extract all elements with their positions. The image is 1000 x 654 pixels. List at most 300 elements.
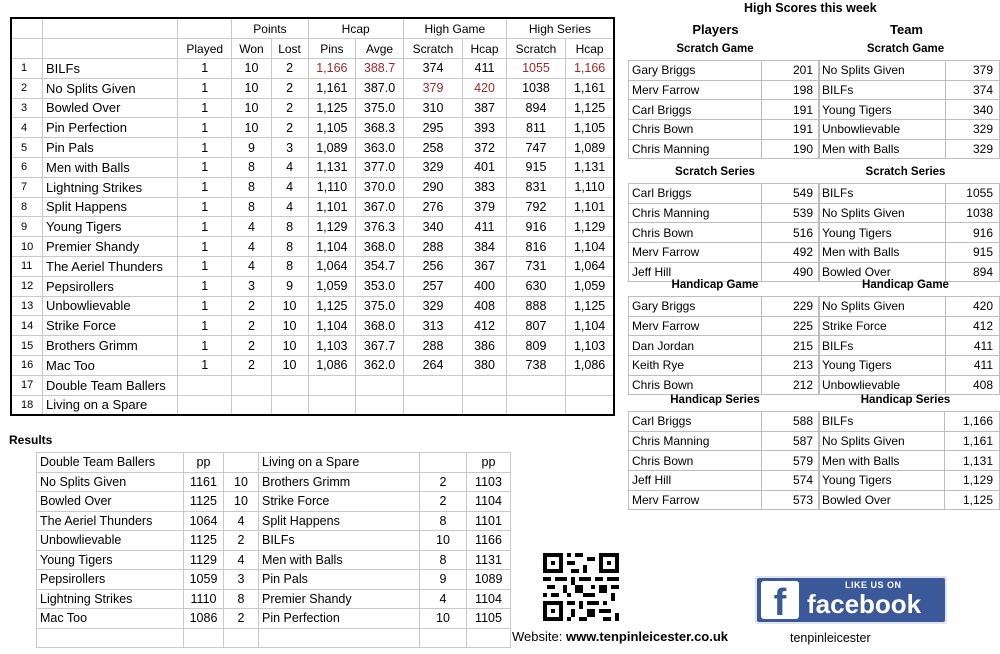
players-heading: Players: [692, 22, 739, 37]
league-hgh-cell: 367: [463, 256, 507, 276]
league-avge-cell: [356, 395, 404, 415]
results-row: [37, 511, 511, 531]
league-won-cell: 10: [232, 118, 271, 138]
results-p2-cell: [420, 628, 467, 648]
league-hgh-cell: [463, 375, 507, 395]
high-score-value: 916: [945, 223, 999, 243]
league-hsh-cell: 1,125: [566, 98, 614, 118]
league-avge-cell: 388.7: [356, 59, 404, 79]
league-pins-cell: [308, 395, 356, 415]
league-hgh-cell: 411: [463, 217, 507, 237]
header-high-series: High Series: [506, 18, 614, 39]
league-row: [11, 197, 614, 217]
results-p1-cell: 4: [224, 550, 259, 570]
league-avge-cell: 353.0: [356, 276, 404, 296]
team-scratch-series-heading: Scratch Series: [865, 166, 946, 178]
high-score-row: [819, 336, 1000, 356]
high-score-name: Jeff Hill: [629, 262, 762, 282]
league-hgs-cell: 264: [403, 355, 462, 375]
results-p1-cell: 4: [224, 511, 259, 531]
players-scratch-game-heading: Scratch Game: [676, 43, 754, 55]
results-s1-cell: 1125: [184, 492, 224, 512]
results-p1-cell: 8: [224, 589, 259, 609]
high-score-name: Gary Briggs: [629, 297, 762, 317]
league-hsh-cell: 1,104: [566, 316, 614, 336]
results-p2-cell: 2: [420, 472, 467, 492]
league-hgs-cell: 310: [403, 98, 462, 118]
high-score-name: Merv Farrow: [629, 316, 762, 336]
league-lost-cell: 10: [271, 316, 308, 336]
league-row: [11, 78, 614, 98]
header-avge: Avge: [356, 39, 404, 59]
league-row: [11, 375, 614, 395]
league-hgh-cell: 387: [463, 98, 507, 118]
results-t1-cell: [37, 628, 184, 648]
high-score-row: [819, 431, 1000, 451]
league-pins-cell: 1,166: [308, 59, 356, 79]
league-lost-cell: 4: [271, 157, 308, 177]
high-score-row: [629, 431, 820, 451]
results-s1-cell: 1110: [184, 589, 224, 609]
high-score-row: [819, 223, 1000, 243]
league-played-cell: 1: [178, 355, 232, 375]
high-score-value: 379: [946, 61, 1000, 81]
position-cell: 1: [11, 59, 43, 79]
high-score-row: [819, 471, 1000, 491]
league-hgs-cell: 340: [403, 217, 462, 237]
high-score-row: [819, 490, 1000, 510]
results-row: [37, 570, 511, 590]
position-cell: 15: [11, 336, 43, 356]
high-score-name: Unbowlievable: [819, 120, 946, 140]
league-hsh-cell: [566, 395, 614, 415]
league-hss-cell: 831: [506, 177, 565, 197]
team-name-cell: Men with Balls: [43, 157, 178, 177]
high-score-value: 588: [762, 412, 820, 432]
high-score-name: Carl Briggs: [629, 184, 762, 204]
league-hss-cell: 807: [506, 316, 565, 336]
league-avge-cell: 367.0: [356, 197, 404, 217]
high-score-value: 492: [762, 243, 820, 263]
high-score-name: BILFs: [819, 80, 946, 100]
league-lost-cell: 2: [271, 78, 308, 98]
results-right-pp-header: pp: [467, 453, 511, 473]
results-left-pp-header: pp: [184, 453, 224, 473]
league-hgs-cell: 288: [403, 336, 462, 356]
high-score-row: [819, 120, 1000, 140]
results-table: [36, 452, 511, 648]
team-name-cell: Pin Pals: [43, 138, 178, 158]
league-avge-cell: 368.0: [356, 237, 404, 257]
league-played-cell: 1: [178, 217, 232, 237]
team-name-cell: Bowled Over: [43, 98, 178, 118]
high-score-name: Gary Briggs: [629, 61, 762, 81]
league-won-cell: 4: [232, 217, 271, 237]
results-t2-cell: Pin Pals: [259, 570, 420, 590]
results-s2-cell: 1104: [467, 492, 511, 512]
website-label: Website:: [512, 629, 566, 644]
results-s1-cell: 1059: [184, 570, 224, 590]
league-hgh-cell: 420: [463, 78, 507, 98]
results-p2-cell: 8: [420, 511, 467, 531]
league-row: [11, 98, 614, 118]
high-score-row: [629, 223, 820, 243]
high-score-value: 340: [946, 100, 1000, 120]
high-score-row: [819, 412, 1000, 432]
results-p1-cell: 2: [224, 609, 259, 629]
results-p1-cell: 3: [224, 570, 259, 590]
results-row: [37, 472, 511, 492]
high-score-row: [819, 203, 1000, 223]
team-name-cell: Pepsirollers: [43, 276, 178, 296]
results-row: [37, 550, 511, 570]
high-score-value: 539: [762, 203, 820, 223]
high-score-value: 198: [762, 80, 820, 100]
header-won: Won: [232, 39, 271, 59]
team-scratch-game-table: [818, 60, 1000, 159]
header-blank: [43, 18, 178, 39]
league-lost-cell: 4: [271, 177, 308, 197]
high-score-row: [629, 139, 820, 159]
league-played-cell: 1: [178, 177, 232, 197]
website-link[interactable]: www.tenpinleicester.co.uk: [565, 629, 729, 644]
league-played-cell: 1: [178, 157, 232, 177]
high-score-row: [629, 375, 820, 395]
results-t1-cell: Bowled Over: [37, 492, 184, 512]
high-score-value: 1,131: [945, 451, 1000, 471]
league-hsh-cell: 1,131: [566, 157, 614, 177]
league-row: [11, 296, 614, 316]
results-s2-cell: 1089: [467, 570, 511, 590]
high-score-value: 894: [945, 262, 999, 282]
players-handicap-series-table: [628, 411, 820, 510]
results-t2-cell: Premier Shandy: [259, 589, 420, 609]
players-scratch-game-table: [628, 60, 820, 159]
league-pins-cell: [308, 375, 356, 395]
league-avge-cell: 377.0: [356, 157, 404, 177]
team-name-cell: Young Tigers: [43, 217, 178, 237]
team-name-cell: Premier Shandy: [43, 237, 178, 257]
high-score-name: No Splits Given: [819, 61, 946, 81]
high-score-name: Bowled Over: [819, 490, 945, 510]
league-hsh-cell: 1,125: [566, 296, 614, 316]
header-hg-scratch: Scratch: [403, 39, 462, 59]
high-score-row: [629, 61, 820, 81]
team-scratch-series-table: [818, 183, 1000, 282]
league-hgh-cell: 380: [463, 355, 507, 375]
league-lost-cell: 2: [271, 59, 308, 79]
league-pins-cell: 1,086: [308, 355, 356, 375]
high-score-name: Merv Farrow: [629, 490, 762, 510]
league-avge-cell: 370.0: [356, 177, 404, 197]
high-score-row: [819, 375, 1000, 395]
league-hss-cell: 738: [506, 355, 565, 375]
league-played-cell: 1: [178, 98, 232, 118]
high-score-value: 408: [946, 375, 1000, 395]
league-hgh-cell: 379: [463, 197, 507, 217]
league-played-cell: 1: [178, 237, 232, 257]
high-score-name: Merv Farrow: [629, 243, 762, 263]
high-score-name: Chris Bown: [629, 375, 762, 395]
league-lost-cell: 3: [271, 138, 308, 158]
league-hgs-cell: 256: [403, 256, 462, 276]
league-pins-cell: 1,129: [308, 217, 356, 237]
team-name-cell: Strike Force: [43, 316, 178, 336]
league-row: [11, 276, 614, 296]
league-hss-cell: 731: [506, 256, 565, 276]
high-score-name: Young Tigers: [819, 223, 946, 243]
position-cell: 13: [11, 296, 43, 316]
high-score-value: 915: [945, 243, 999, 263]
league-pins-cell: 1,064: [308, 256, 356, 276]
league-played-cell: 1: [178, 336, 232, 356]
high-score-row: [819, 61, 1000, 81]
team-name-cell: Unbowlievable: [43, 296, 178, 316]
league-pins-cell: 1,103: [308, 336, 356, 356]
league-lost-cell: 10: [271, 296, 308, 316]
high-score-row: [819, 451, 1000, 471]
league-hgs-cell: 313: [403, 316, 462, 336]
team-handicap-game-table: [818, 296, 1000, 395]
website-line: [512, 629, 728, 644]
header-points: Points: [232, 18, 308, 39]
results-t2-cell: Split Happens: [259, 511, 420, 531]
league-row: [11, 157, 614, 177]
league-played-cell: 1: [178, 59, 232, 79]
league-won-cell: 8: [232, 197, 271, 217]
high-score-name: Carl Briggs: [629, 412, 762, 432]
results-t2-cell: BILFs: [259, 531, 420, 551]
high-score-name: No Splits Given: [819, 203, 946, 223]
results-t1-cell: Pepsirollers: [37, 570, 184, 590]
team-name-cell: Split Happens: [43, 197, 178, 217]
league-won-cell: 2: [232, 355, 271, 375]
results-row: [37, 531, 511, 551]
league-row: [11, 59, 614, 79]
team-handicap-game-heading: Handicap Game: [862, 279, 949, 291]
high-score-value: 190: [762, 139, 820, 159]
league-avge-cell: 362.0: [356, 355, 404, 375]
high-score-value: 420: [946, 297, 1000, 317]
facebook-handle: tenpinleicester: [790, 631, 871, 645]
league-lost-cell: 8: [271, 237, 308, 257]
high-score-value: 516: [762, 223, 820, 243]
league-won-cell: 4: [232, 237, 271, 257]
league-pins-cell: 1,131: [308, 157, 356, 177]
high-score-value: 1,161: [945, 431, 1000, 451]
league-hsh-cell: 1,086: [566, 355, 614, 375]
high-score-value: 229: [762, 297, 820, 317]
league-hgs-cell: 329: [403, 157, 462, 177]
high-score-value: 411: [946, 336, 1000, 356]
results-p1-cell: 10: [224, 472, 259, 492]
league-lost-cell: [271, 395, 308, 415]
high-score-row: [819, 100, 1000, 120]
results-t1-cell: The Aeriel Thunders: [37, 511, 184, 531]
high-score-value: 201: [762, 61, 820, 81]
results-p2-cell: 9: [420, 570, 467, 590]
high-score-value: 573: [762, 490, 820, 510]
league-lost-cell: 10: [271, 336, 308, 356]
league-won-cell: 10: [232, 98, 271, 118]
high-score-row: [629, 451, 820, 471]
position-cell: 14: [11, 316, 43, 336]
team-handicap-series-table: [818, 411, 1000, 510]
high-score-value: 191: [762, 120, 820, 140]
high-score-row: [819, 356, 1000, 376]
position-cell: 6: [11, 157, 43, 177]
league-won-cell: [232, 395, 271, 415]
league-hss-cell: 747: [506, 138, 565, 158]
league-row: [11, 177, 614, 197]
league-avge-cell: 363.0: [356, 138, 404, 158]
results-left-team-header: Double Team Ballers: [37, 453, 184, 473]
league-hsh-cell: 1,059: [566, 276, 614, 296]
results-s1-cell: 1129: [184, 550, 224, 570]
league-lost-cell: 9: [271, 276, 308, 296]
high-score-value: 579: [762, 451, 820, 471]
league-hgh-cell: 383: [463, 177, 507, 197]
league-won-cell: 10: [232, 78, 271, 98]
league-hgs-cell: 257: [403, 276, 462, 296]
results-row: [37, 589, 511, 609]
results-t1-cell: Mac Too: [37, 609, 184, 629]
players-scratch-series-heading: Scratch Series: [675, 166, 755, 178]
header-hs-hcap: Hcap: [566, 39, 614, 59]
league-hss-cell: 809: [506, 336, 565, 356]
league-header-row-2: [11, 39, 614, 59]
high-score-name: Young Tigers: [819, 356, 946, 376]
league-played-cell: 1: [178, 296, 232, 316]
header-played: Played: [178, 39, 232, 59]
results-title: Results: [9, 433, 53, 447]
results-p2-cell: 10: [420, 531, 467, 551]
high-score-name: Merv Farrow: [629, 80, 762, 100]
header-blank: [11, 18, 43, 39]
high-score-value: 1,125: [945, 490, 1000, 510]
high-score-name: Dan Jordan: [629, 336, 762, 356]
results-p2-cell: 2: [420, 492, 467, 512]
league-won-cell: 2: [232, 296, 271, 316]
high-score-value: 412: [946, 316, 1000, 336]
league-hgs-cell: 276: [403, 197, 462, 217]
qr-code-icon: [543, 553, 619, 621]
high-score-value: 215: [762, 336, 820, 356]
league-hsh-cell: 1,161: [566, 78, 614, 98]
players-scratch-series-table: [628, 183, 820, 282]
league-hgh-cell: [463, 395, 507, 415]
league-hgs-cell: [403, 395, 462, 415]
team-name-cell: BILFs: [43, 59, 178, 79]
high-score-row: [629, 412, 820, 432]
high-score-row: [629, 297, 820, 317]
results-t2-cell: Men with Balls: [259, 550, 420, 570]
high-score-name: Strike Force: [819, 316, 946, 336]
league-lost-cell: [271, 375, 308, 395]
league-hgs-cell: 329: [403, 296, 462, 316]
league-hss-cell: 1038: [506, 78, 565, 98]
league-hss-cell: 811: [506, 118, 565, 138]
high-score-name: Men with Balls: [819, 243, 946, 263]
high-score-row: [629, 356, 820, 376]
high-score-row: [819, 80, 1000, 100]
high-score-value: 225: [762, 316, 820, 336]
league-hsh-cell: 1,089: [566, 138, 614, 158]
league-hsh-cell: [566, 375, 614, 395]
results-p1-cell: 2: [224, 531, 259, 551]
league-hgs-cell: 295: [403, 118, 462, 138]
league-hgs-cell: 258: [403, 138, 462, 158]
league-row: [11, 138, 614, 158]
position-cell: 12: [11, 276, 43, 296]
position-cell: 9: [11, 217, 43, 237]
players-handicap-game-heading: Handicap Game: [671, 279, 759, 291]
results-t1-cell: Lightning Strikes: [37, 589, 184, 609]
position-cell: 8: [11, 197, 43, 217]
position-cell: 17: [11, 375, 43, 395]
high-score-name: Carl Briggs: [629, 100, 762, 120]
league-hss-cell: [506, 375, 565, 395]
team-heading: Team: [890, 22, 923, 37]
high-score-name: Men with Balls: [819, 139, 946, 159]
results-row: [37, 628, 511, 648]
league-played-cell: [178, 375, 232, 395]
facebook-like-text: LIKE US ON: [845, 580, 902, 590]
league-hsh-cell: 1,101: [566, 197, 614, 217]
high-score-name: Men with Balls: [819, 451, 945, 471]
league-hgh-cell: 401: [463, 157, 507, 177]
league-hgh-cell: 408: [463, 296, 507, 316]
league-won-cell: 2: [232, 316, 271, 336]
league-hsh-cell: 1,166: [566, 59, 614, 79]
results-p2-cell: 10: [420, 609, 467, 629]
high-score-value: 1,166: [945, 412, 1000, 432]
league-avge-cell: 368.0: [356, 316, 404, 336]
team-name-cell: Mac Too: [43, 355, 178, 375]
facebook-wordmark: facebook: [807, 589, 922, 619]
league-avge-cell: [356, 375, 404, 395]
league-hgh-cell: 393: [463, 118, 507, 138]
league-played-cell: 1: [178, 138, 232, 158]
results-s2-cell: 1166: [467, 531, 511, 551]
high-score-name: No Splits Given: [819, 297, 946, 317]
results-row: [37, 492, 511, 512]
high-score-value: 329: [946, 120, 1000, 140]
facebook-badge[interactable]: [755, 576, 947, 624]
players-handicap-series-heading: Handicap Series: [670, 394, 760, 406]
league-avge-cell: 368.3: [356, 118, 404, 138]
high-scores-title: High Scores this week: [744, 1, 877, 15]
league-played-cell: 1: [178, 276, 232, 296]
high-score-value: 191: [762, 100, 820, 120]
league-played-cell: [178, 395, 232, 415]
results-s1-cell: 1161: [184, 472, 224, 492]
league-hss-cell: 916: [506, 217, 565, 237]
header-pins: Pins: [308, 39, 356, 59]
league-hsh-cell: 1,105: [566, 118, 614, 138]
league-hgh-cell: 411: [463, 59, 507, 79]
header-lost: Lost: [271, 39, 308, 59]
league-played-cell: 1: [178, 316, 232, 336]
header-blank: [11, 39, 43, 59]
position-cell: 4: [11, 118, 43, 138]
team-handicap-series-heading: Handicap Series: [860, 394, 951, 406]
league-pins-cell: 1,105: [308, 118, 356, 138]
league-pins-cell: 1,104: [308, 237, 356, 257]
league-lost-cell: 2: [271, 98, 308, 118]
results-t1-cell: Unbowlievable: [37, 531, 184, 551]
league-hgh-cell: 384: [463, 237, 507, 257]
